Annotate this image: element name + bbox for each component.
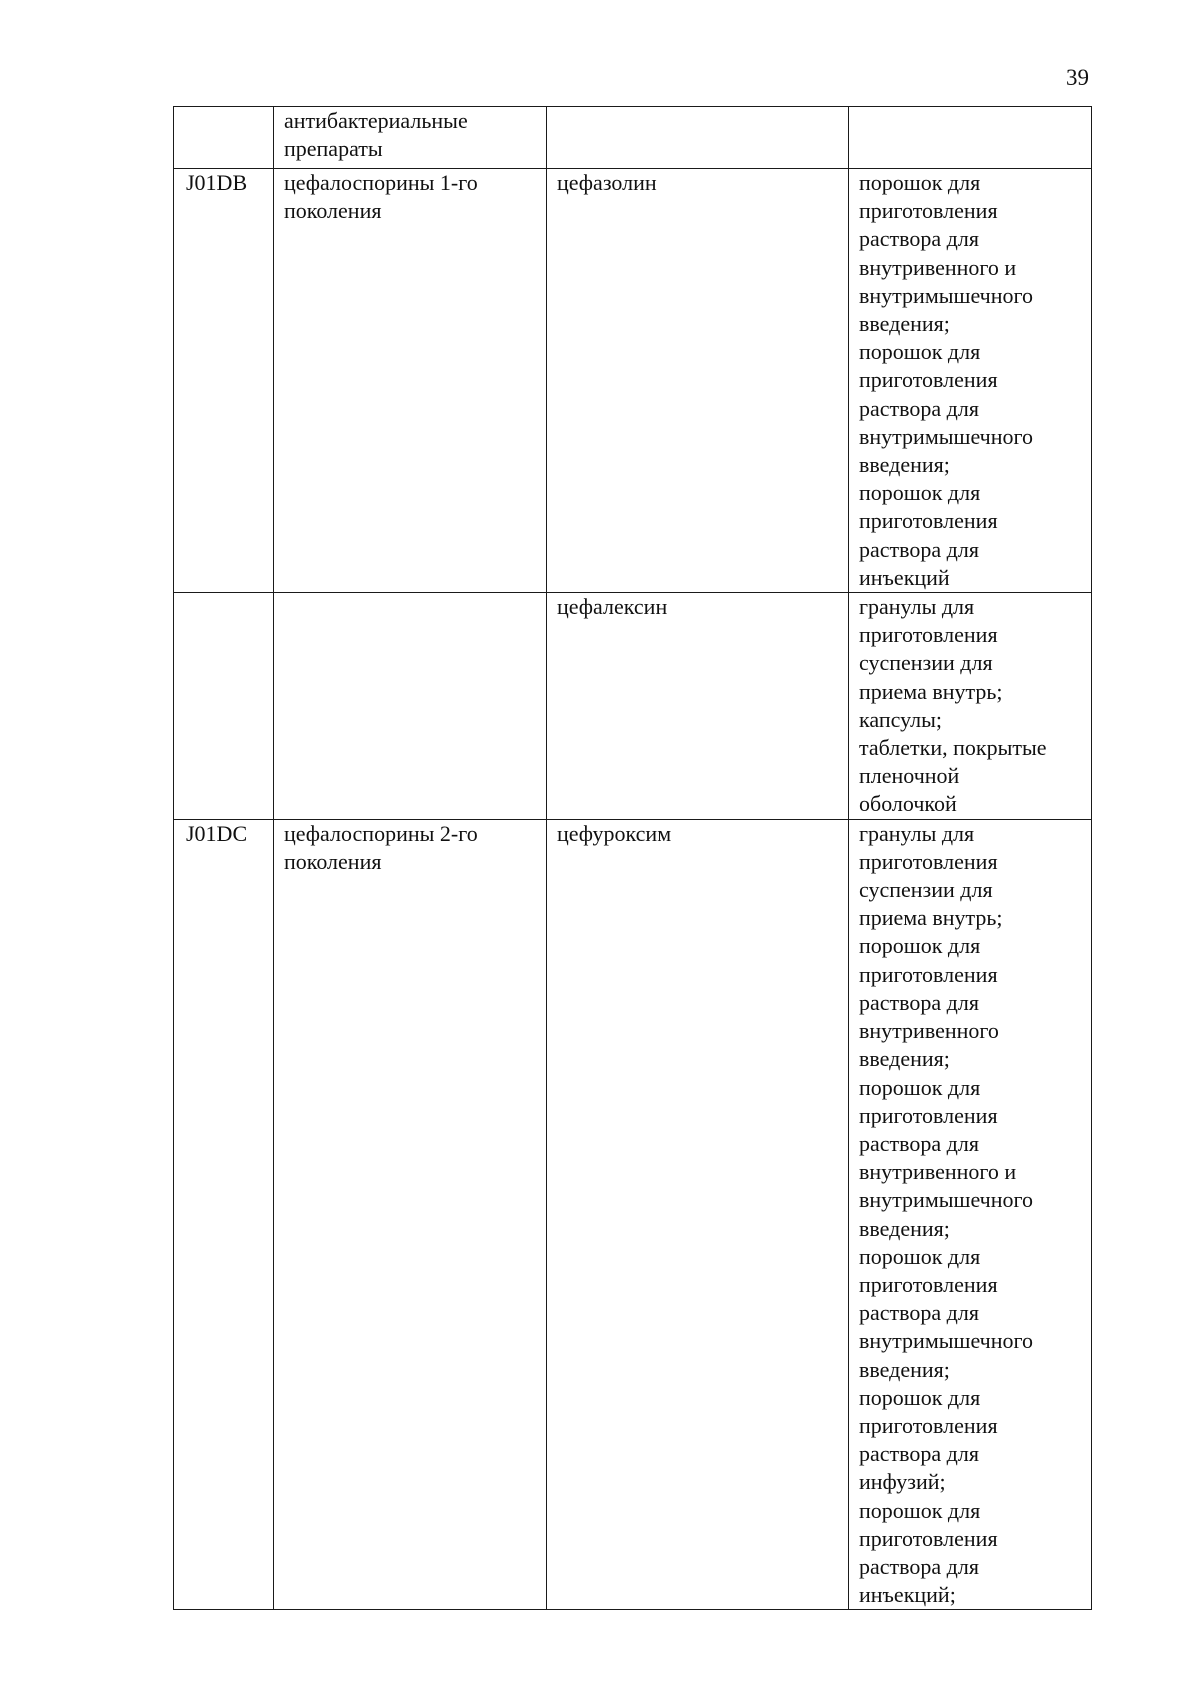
group-cell xyxy=(274,819,547,1610)
dosage-form-line: раствора для xyxy=(859,536,979,562)
dosage-form-line: внутримышечного xyxy=(859,423,1033,449)
dosage-form-line: приготовления xyxy=(859,198,998,224)
dosage-form-line: порошок для xyxy=(859,933,981,959)
group-cell xyxy=(274,169,547,593)
atc-code-cell xyxy=(174,593,274,820)
dosage-form-line: суспензии для xyxy=(859,650,993,676)
dosage-form-line: внутримышечного xyxy=(859,1328,1033,1354)
group-line: цефалоспорины 2-го xyxy=(284,820,478,846)
dosage-form-line: раствора для xyxy=(859,395,979,421)
dosage-form-line: раствора для xyxy=(859,1553,979,1579)
dosage-form-line: приготовления xyxy=(859,508,998,534)
dosage-form-line: внутримышечного xyxy=(859,1187,1033,1213)
group-line: цефалоспорины 1-го xyxy=(284,170,478,195)
dosage-form-line: пленочной xyxy=(859,763,960,789)
dosage-form-line: порошок для xyxy=(859,339,981,365)
dosage-form-line: раствора для xyxy=(859,1130,979,1156)
dosage-form-line: приема внутрь; xyxy=(859,905,1003,931)
dosage-form-line: порошок для xyxy=(859,170,981,195)
table-row xyxy=(174,169,1092,593)
dosage-form-line: инъекций xyxy=(859,564,950,590)
atc-code-cell xyxy=(174,169,274,593)
dosage-form-line: гранулы для xyxy=(859,594,975,620)
drug-name-cell xyxy=(547,593,849,820)
dosage-form-line: внутривенного и xyxy=(859,1159,1017,1185)
dosage-form-line: суспензии для xyxy=(859,877,993,903)
dosage-form-line: внутривенного xyxy=(859,1018,999,1044)
dosage-form-line: введения; xyxy=(859,311,950,337)
dosage-form-line: капсулы; xyxy=(859,706,942,732)
dosage-forms-cell xyxy=(849,107,1092,169)
dosage-form-line: введения; xyxy=(859,1356,950,1382)
dosage-form-line: приготовления xyxy=(859,1102,998,1128)
group-line: поколения xyxy=(284,848,382,874)
table-row xyxy=(174,107,1092,169)
dosage-forms-cell xyxy=(849,593,1092,820)
dosage-forms-cell xyxy=(849,169,1092,593)
group-line: препараты xyxy=(284,136,383,162)
dosage-form-line: приготовления xyxy=(859,367,998,393)
dosage-form-line: порошок для xyxy=(859,1074,981,1100)
dosage-form-line: инъекций; xyxy=(859,1582,956,1608)
dosage-form-line: оболочкой xyxy=(859,791,957,817)
dosage-form-line: инфузий; xyxy=(859,1469,946,1495)
dosage-form-line: раствора для xyxy=(859,1300,979,1326)
dosage-form-line: приготовления xyxy=(859,1271,998,1297)
dosage-form-line: приготовления xyxy=(859,848,998,874)
table-body xyxy=(174,107,1092,1610)
dosage-form-line: порошок для xyxy=(859,480,981,506)
drug-name: цефазолин xyxy=(557,170,657,195)
dosage-form-line: приготовления xyxy=(859,622,998,648)
dosage-form-line: введения; xyxy=(859,1215,950,1241)
dosage-form-line: гранулы для xyxy=(859,820,975,846)
table-row xyxy=(174,593,1092,820)
dosage-form-line: раствора для xyxy=(859,989,979,1015)
drug-name-cell xyxy=(547,107,849,169)
page-number: 39 xyxy=(1066,65,1089,90)
atc-code: J01DC xyxy=(186,820,248,846)
group-line: антибактериальные xyxy=(284,108,468,133)
dosage-form-line: внутримышечного xyxy=(859,282,1033,308)
dosage-form-line: таблетки, покрытые xyxy=(859,735,1047,761)
atc-code-cell xyxy=(174,107,274,169)
dosage-form-line: порошок для xyxy=(859,1384,981,1410)
drug-name-cell xyxy=(547,169,849,593)
drug-name-cell xyxy=(547,819,849,1610)
group-line: поколения xyxy=(284,198,382,224)
atc-code: J01DB xyxy=(186,170,248,195)
dosage-form-line: раствора для xyxy=(859,226,979,252)
drug-name: цефуроксим xyxy=(557,820,672,846)
dosage-form-line: приема внутрь; xyxy=(859,678,1003,704)
dosage-form-line: порошок для xyxy=(859,1243,981,1269)
dosage-form-line: введения; xyxy=(859,1046,950,1072)
dosage-form-line: внутривенного и xyxy=(859,254,1017,280)
dosage-form-line: приготовления xyxy=(859,1525,998,1551)
dosage-form-line: приготовления xyxy=(859,1412,998,1438)
drug-name: цефалексин xyxy=(557,594,668,620)
table-row xyxy=(174,819,1092,1610)
group-cell xyxy=(274,107,547,169)
dosage-form-line: введения; xyxy=(859,452,950,478)
drug-table xyxy=(173,106,1092,1610)
dosage-form-line: приготовления xyxy=(859,961,998,987)
atc-code-cell xyxy=(174,819,274,1610)
dosage-forms-cell xyxy=(849,819,1092,1610)
group-cell xyxy=(274,593,547,820)
dosage-form-line: раствора для xyxy=(859,1441,979,1467)
dosage-form-line: порошок для xyxy=(859,1497,981,1523)
